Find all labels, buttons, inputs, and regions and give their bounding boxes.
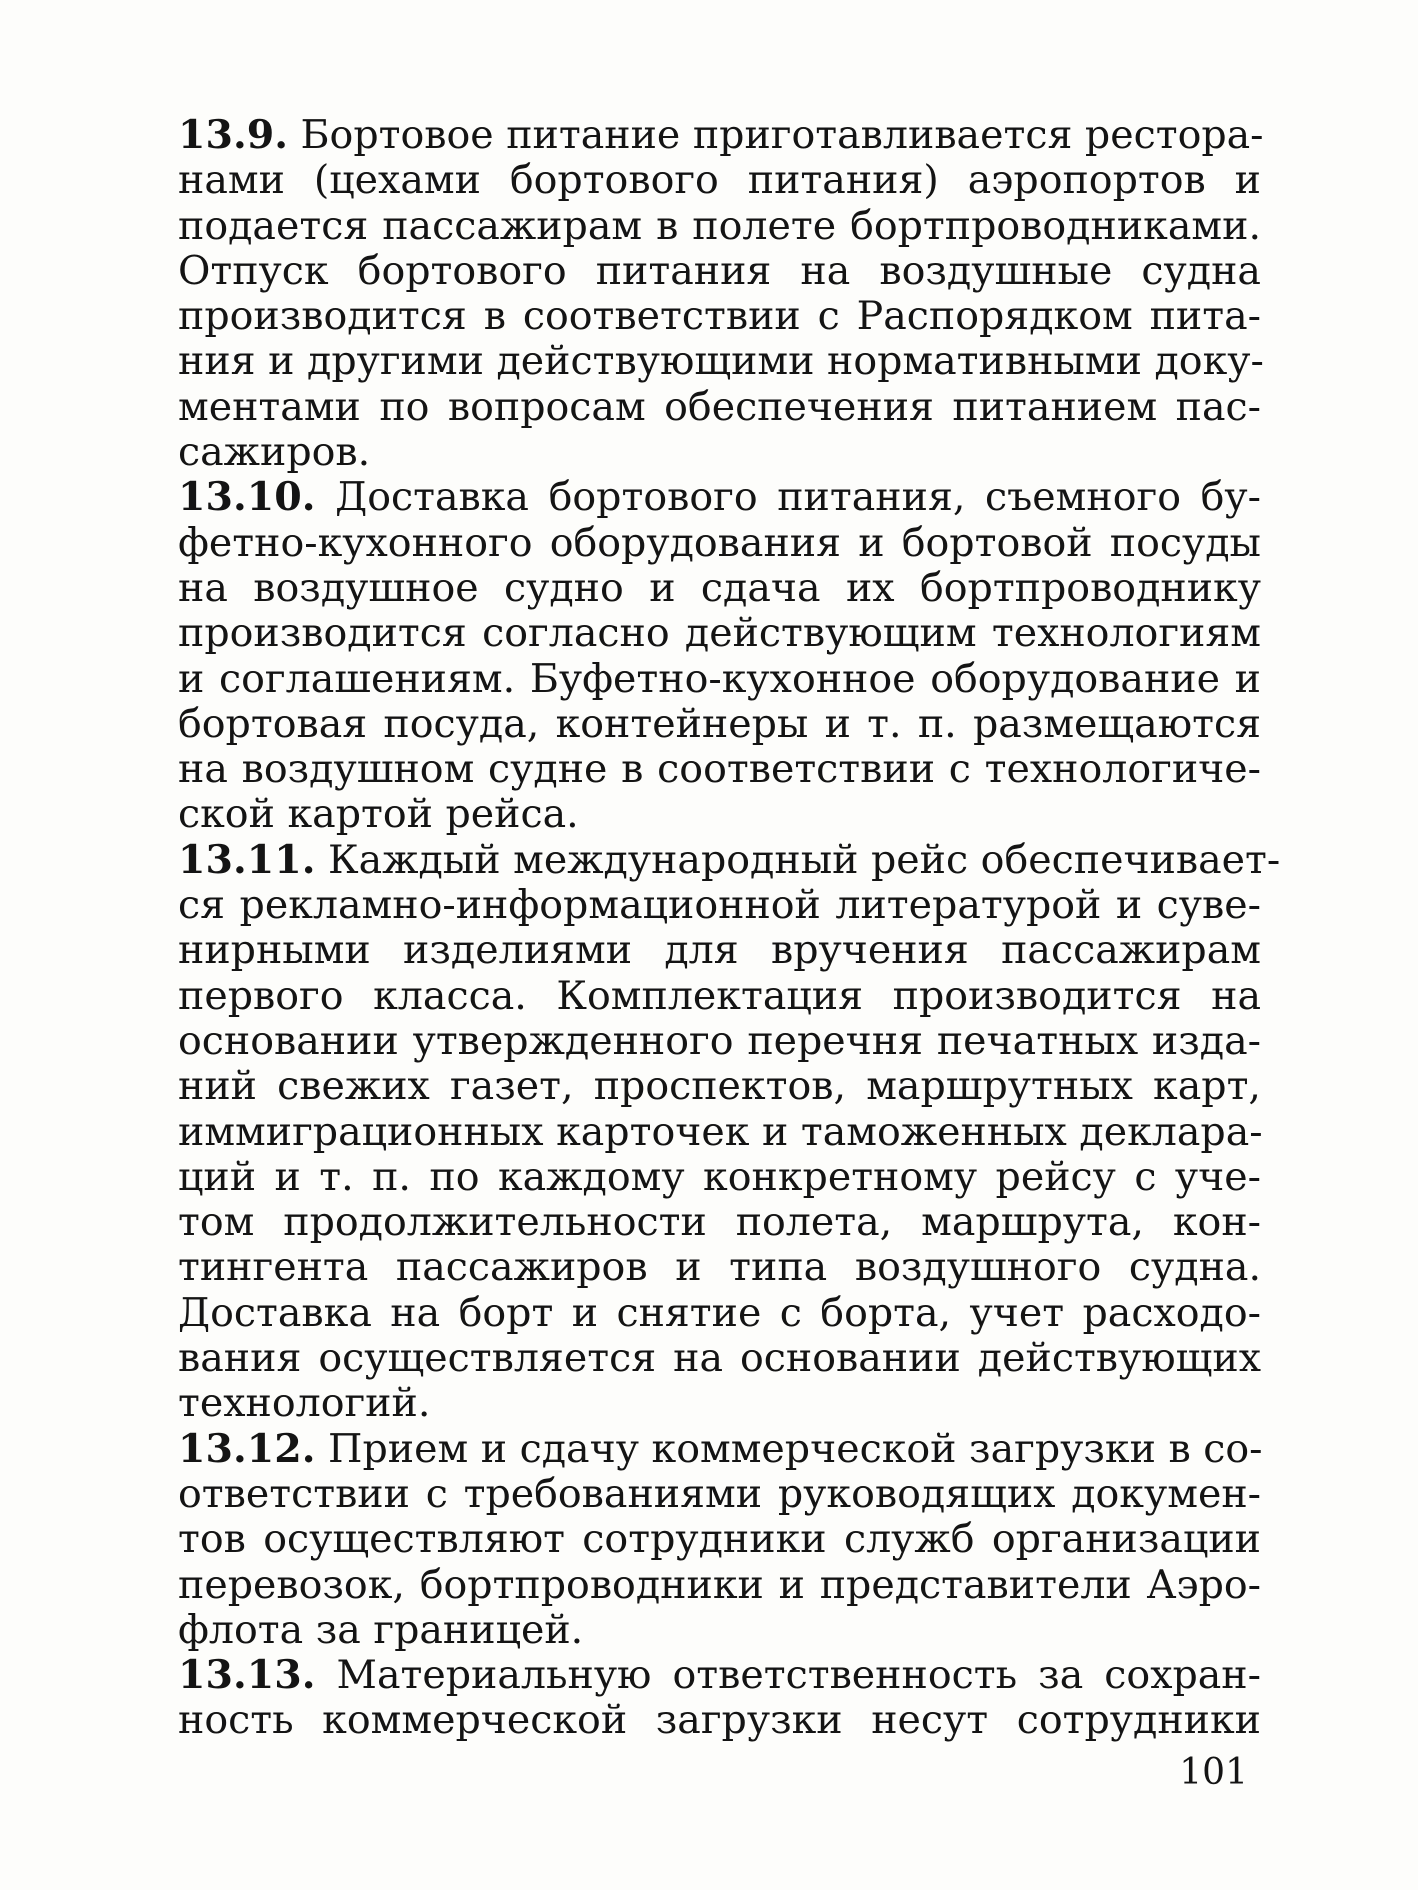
line-text: тингента пассажиров и типа воздушного судна. bbox=[178, 1244, 1261, 1291]
line-text: сажиров. bbox=[178, 429, 371, 476]
line-text: основании утвержденного перечня печатных изда- bbox=[178, 1017, 1261, 1064]
text-line bbox=[178, 883, 1261, 928]
line-text: фетно-кухонного оборудования и бортовой посуды bbox=[178, 519, 1261, 566]
text-line bbox=[178, 249, 1261, 294]
text-line bbox=[178, 566, 1261, 611]
text-line bbox=[178, 294, 1261, 339]
text-line bbox=[178, 792, 1261, 837]
text-line bbox=[178, 112, 1264, 158]
section-number: 13.9. bbox=[178, 112, 288, 158]
text-line bbox=[178, 747, 1261, 792]
line-text: на воздушное судно и сдача их бортпроводнику bbox=[178, 564, 1261, 611]
section-number: 13.13. bbox=[178, 1652, 316, 1699]
section-number: 13.10. bbox=[178, 474, 316, 521]
text-line bbox=[178, 1155, 1261, 1200]
text-line bbox=[178, 1381, 1261, 1426]
line-text: перевозок, бортпроводники и представители Аэро- bbox=[178, 1561, 1261, 1608]
text-line bbox=[178, 974, 1261, 1019]
text-line bbox=[178, 1336, 1261, 1381]
text-line bbox=[178, 1608, 1261, 1653]
line-text: ния и другими действующими нормативными доку- bbox=[178, 338, 1264, 385]
line-text: на воздушном судне в соответствии с технологиче- bbox=[178, 746, 1261, 793]
line-text: первого класса. Комплектация производится на bbox=[178, 972, 1261, 1019]
text-line bbox=[178, 385, 1261, 430]
line-text: Каждый международный рейс обеспечивает- bbox=[315, 836, 1281, 883]
line-text: Доставка бортового питания, съемного бу- bbox=[315, 474, 1261, 521]
section-number: 13.11. bbox=[178, 836, 316, 883]
text-line bbox=[178, 338, 1264, 385]
line-text: ний свежих газет, проспектов, маршрутных карт, bbox=[178, 1063, 1261, 1110]
line-text: подается пассажирам в полете бортпроводниками. bbox=[178, 202, 1261, 249]
text-line bbox=[178, 1291, 1261, 1336]
text-line bbox=[178, 611, 1261, 656]
line-text: нирными изделиями для вручения пассажирам bbox=[178, 927, 1261, 974]
line-text: бортовая посуда, контейнеры и т. п. размещаются bbox=[178, 700, 1261, 747]
line-text: том продолжительности полета, маршрута, кон- bbox=[178, 1199, 1261, 1246]
text-line bbox=[178, 928, 1261, 973]
line-text: Бортовое питание приготавливается рестора- bbox=[287, 112, 1264, 158]
text-line bbox=[178, 1064, 1261, 1109]
text-line bbox=[178, 521, 1261, 566]
text-line bbox=[178, 657, 1261, 702]
text-line bbox=[178, 1698, 1261, 1743]
line-text: и соглашениям. Буфетно-кухонное оборудование и bbox=[178, 655, 1261, 702]
line-text: Отпуск бортового питания на воздушные судна bbox=[178, 247, 1261, 294]
line-text: производится в соответствии с Распорядком пита- bbox=[178, 293, 1261, 340]
line-text: Прием и сдачу коммерческой загрузки в со- bbox=[315, 1425, 1263, 1472]
text-line bbox=[178, 158, 1261, 203]
line-text: ской картой рейса. bbox=[178, 791, 579, 838]
text-line bbox=[178, 204, 1261, 249]
text-line bbox=[178, 475, 1261, 520]
body-text bbox=[178, 112, 1281, 1744]
text-line bbox=[178, 1653, 1261, 1698]
section-paragraph bbox=[178, 475, 1261, 837]
line-text: ность коммерческой загрузки несут сотрудники bbox=[178, 1697, 1261, 1744]
text-line bbox=[178, 1019, 1261, 1064]
section-number: 13.12. bbox=[178, 1425, 316, 1472]
text-line bbox=[178, 1427, 1261, 1472]
text-line bbox=[178, 702, 1261, 747]
line-text: ся рекламно-информационной литературой и суве- bbox=[178, 882, 1261, 929]
line-text: производится согласно действующим технологиям bbox=[178, 610, 1261, 657]
text-line bbox=[178, 1110, 1261, 1155]
line-text: иммиграционных карточек и таможенных деклара- bbox=[178, 1108, 1263, 1155]
line-text: Доставка на борт и снятие с борта, учет расходо- bbox=[178, 1289, 1261, 1336]
page-number: 101 bbox=[1179, 1752, 1248, 1793]
line-text: ций и т. п. по каждому конкретному рейсу с уче- bbox=[178, 1153, 1261, 1200]
line-text: вания осуществляется на основании действующих bbox=[178, 1335, 1261, 1382]
section-paragraph bbox=[178, 1427, 1261, 1653]
text-line bbox=[178, 430, 1261, 475]
text-line bbox=[178, 1200, 1261, 1245]
section-paragraph bbox=[178, 112, 1264, 476]
text-line bbox=[178, 1245, 1261, 1290]
line-text: ответствии с требованиями руководящих докумен- bbox=[178, 1470, 1261, 1517]
line-text: тов осуществляют сотрудники служб организации bbox=[178, 1516, 1261, 1563]
text-line bbox=[178, 1472, 1261, 1517]
line-text: нами (цехами бортового питания) аэропортов и bbox=[178, 157, 1261, 204]
text-line bbox=[178, 836, 1281, 883]
line-text: ментами по вопросам обеспечения питанием пас- bbox=[178, 383, 1261, 430]
line-text: Материальную ответственность за сохран- bbox=[315, 1652, 1261, 1699]
section-paragraph bbox=[178, 1653, 1261, 1744]
section-paragraph bbox=[178, 836, 1281, 1427]
line-text: технологий. bbox=[178, 1380, 431, 1427]
line-text: флота за границей. bbox=[178, 1606, 584, 1653]
text-line bbox=[178, 1517, 1261, 1562]
text-line bbox=[178, 1563, 1261, 1608]
